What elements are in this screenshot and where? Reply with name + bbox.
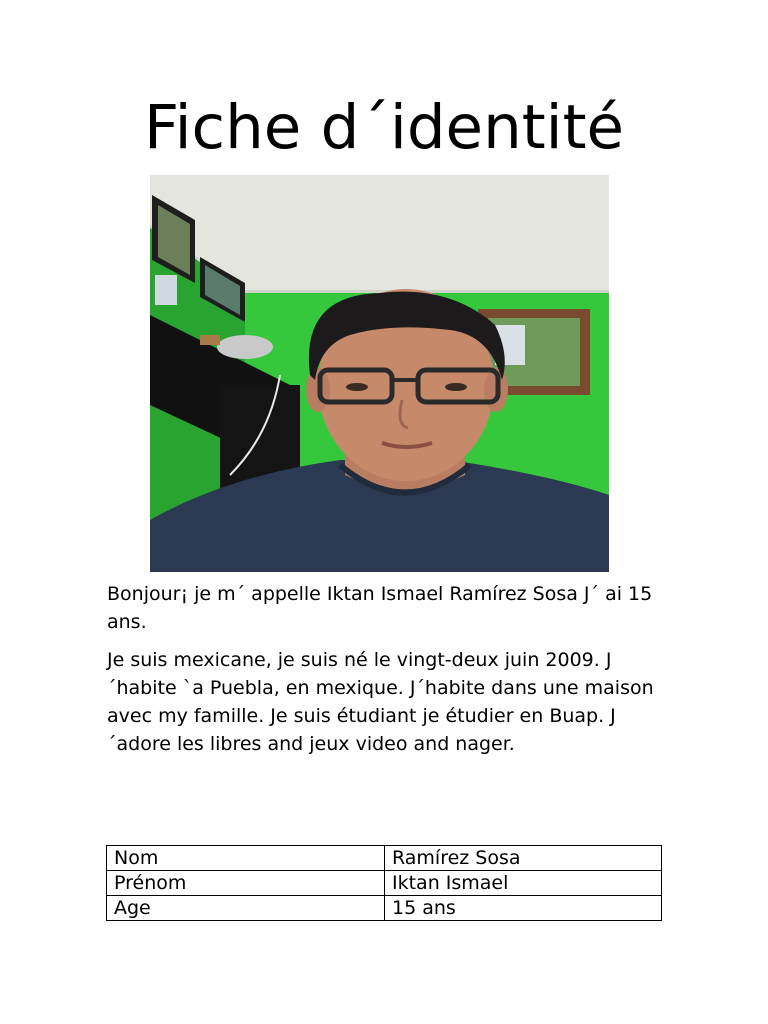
identity-table [106, 845, 662, 921]
document-title: Fiche d´identité [143, 92, 625, 163]
table-label-cell: Nom [107, 846, 385, 871]
table-row [107, 896, 662, 921]
table-value-cell: Iktan Ismael [385, 871, 662, 896]
table-label-cell: Age [107, 896, 385, 921]
table-row [107, 846, 662, 871]
intro-paragraph: Bonjour¡ je m´ appelle Iktan Ismael Ramírez Sosa J´ ai 15 ans. [107, 583, 653, 633]
bio-paragraph: Je suis mexicane, je suis né le vingt-deux juin 2009. J ´habite `a Puebla, en mexique. J´habite dans une maison avec my famille. Je suis étudiant je étudier en Buap. J´adore les libres and jeux video and nager. [107, 649, 654, 755]
table-label-cell: Prénom [107, 871, 385, 896]
table-value-cell: Ramírez Sosa [385, 846, 662, 871]
table-value-cell: 15 ans [385, 896, 662, 921]
table-row [107, 871, 662, 896]
portrait-photo [150, 175, 609, 572]
